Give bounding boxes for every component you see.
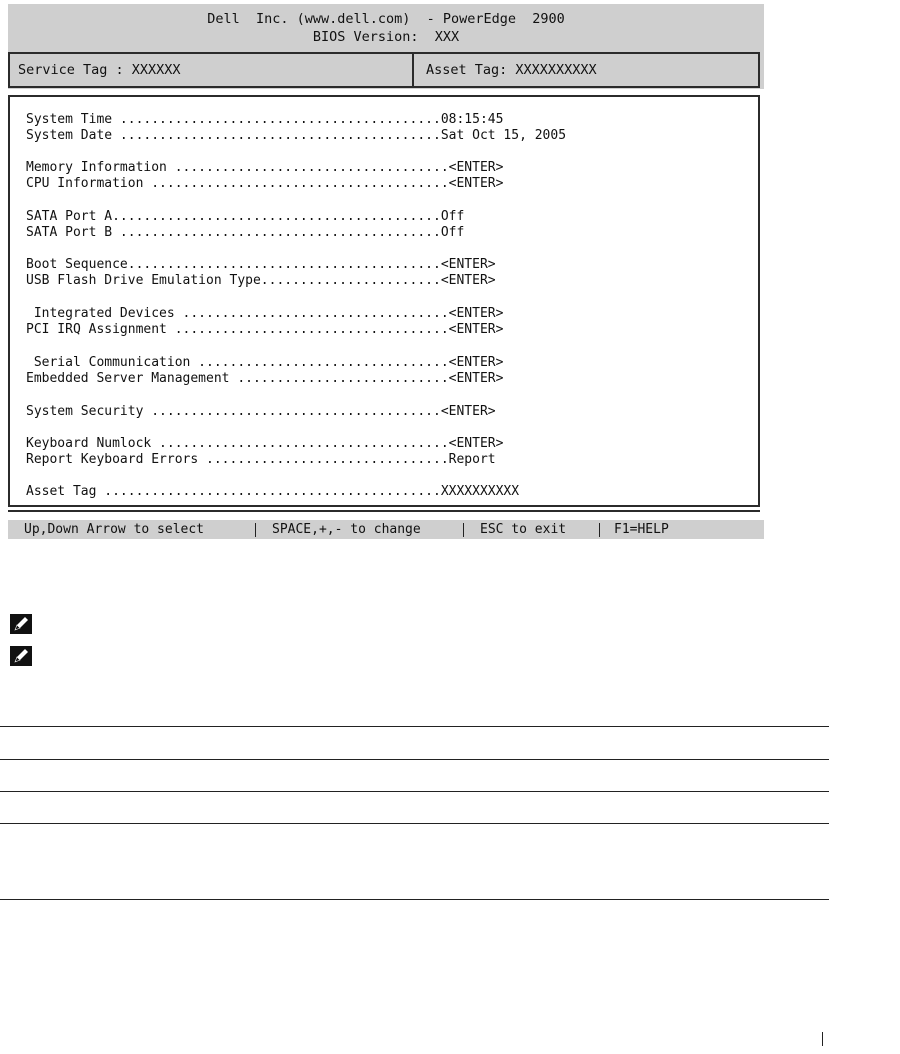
menu-item-sata-port-b[interactable]: SATA Port B .........................................Off xyxy=(26,225,465,240)
menu-item-system-time[interactable]: System Time .........................................08:15:45 xyxy=(26,112,504,127)
menu-item-embedded-server-management[interactable]: Embedded Server Management ...........................<ENTER> xyxy=(26,371,504,386)
menu-item-pci-irq-assignment[interactable]: PCI IRQ Assignment ...................................<ENTER> xyxy=(26,322,504,337)
asset-tag: Asset Tag: XXXXXXXXXX xyxy=(426,62,597,78)
table-rule xyxy=(0,823,829,824)
page-edge-mark xyxy=(822,1032,823,1046)
table-rule-top xyxy=(0,726,829,727)
menu-panel-bottom-rule xyxy=(8,510,760,512)
status-hint-exit: ESC to exit xyxy=(480,522,567,537)
menu-item-system-date[interactable]: System Date .........................................Sat Oct 15, 2005 xyxy=(26,128,567,143)
menu-item-integrated-devices[interactable]: Integrated Devices ..................................<ENTER> xyxy=(26,306,504,321)
note-pencil-icon xyxy=(10,646,32,666)
status-separator xyxy=(599,523,600,537)
menu-item-keyboard-numlock[interactable]: Keyboard Numlock .....................................<ENTER> xyxy=(26,436,504,451)
menu-item-asset-tag[interactable]: Asset Tag ...........................................XXXXXXXXXX xyxy=(26,484,520,499)
menu-item-boot-sequence[interactable]: Boot Sequence........................................<ENTER> xyxy=(26,257,496,272)
status-bar xyxy=(8,520,764,539)
service-tag: Service Tag : XXXXXX xyxy=(10,54,414,86)
menu-item-cpu-information[interactable]: CPU Information ......................................<ENTER> xyxy=(26,176,504,191)
menu-item-usb-flash-emulation[interactable]: USB Flash Drive Emulation Type.......................<ENTER> xyxy=(26,273,496,288)
menu-item-system-security[interactable]: System Security .....................................<ENTER> xyxy=(26,404,496,419)
bios-header xyxy=(8,4,764,89)
menu-item-serial-communication[interactable]: Serial Communication ................................<ENTER> xyxy=(26,355,504,370)
bios-title xyxy=(8,10,764,46)
status-separator xyxy=(255,523,256,537)
tag-box xyxy=(8,52,760,88)
status-hint-select: Up,Down Arrow to select xyxy=(24,522,205,537)
table-rule xyxy=(0,759,829,760)
menu-item-memory-information[interactable]: Memory Information ...................................<ENTER> xyxy=(26,160,504,175)
menu-item-report-keyboard-errors[interactable]: Report Keyboard Errors ...............................Report xyxy=(26,452,496,467)
status-separator xyxy=(463,523,464,537)
menu-item-sata-port-a[interactable]: SATA Port A..........................................Off xyxy=(26,209,465,224)
bios-title-line1: Dell Inc. (www.dell.com) - PowerEdge 2900 xyxy=(207,11,565,27)
status-hint-help: F1=HELP xyxy=(614,522,669,537)
bios-version: BIOS Version: XXX xyxy=(312,29,460,45)
status-hint-change: SPACE,+,- to change xyxy=(272,522,421,537)
table-rule xyxy=(0,791,829,792)
bios-menu-panel xyxy=(8,95,760,507)
note-pencil-icon xyxy=(10,614,32,634)
table-rule-bottom xyxy=(0,899,829,900)
